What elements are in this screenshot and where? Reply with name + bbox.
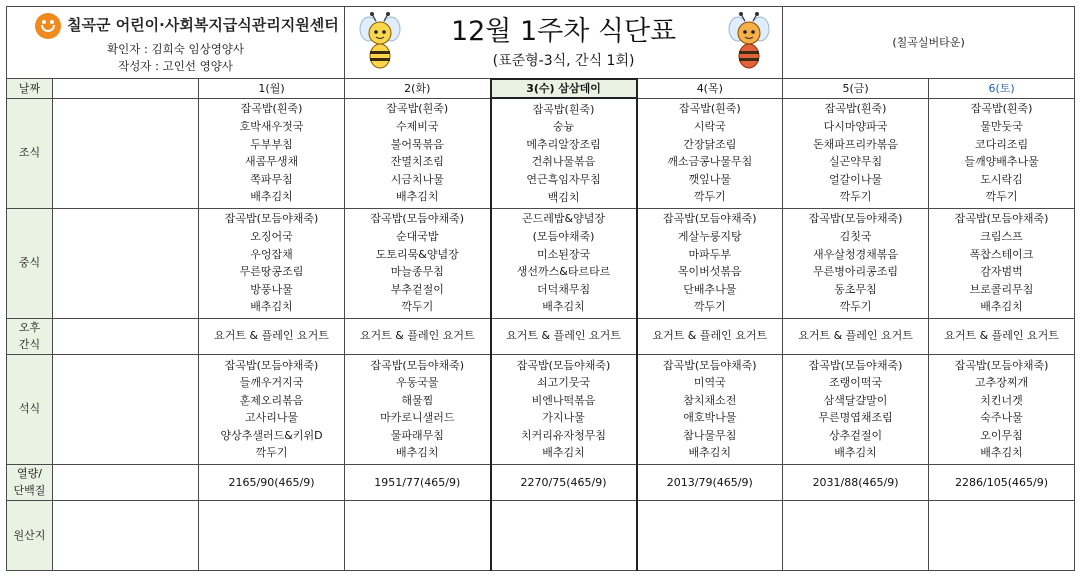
page-subtitle: (표준형-3식, 간식 1회)	[492, 53, 635, 70]
menu-item: 깍두기	[255, 446, 288, 460]
header-place: (칠곡실버타운)	[783, 7, 1075, 79]
calorie-value-today: 2270/75(465/9)	[491, 464, 637, 500]
menu-item: 간장닭조림	[683, 137, 737, 151]
menu-item: 수제비국	[396, 119, 439, 133]
menu-item: 폭찹스테이크	[969, 247, 1034, 261]
menu-item: 브로콜리무침	[969, 282, 1034, 296]
menu-item: 돈채파프리카볶음	[813, 137, 899, 151]
menu-cell	[345, 98, 491, 208]
menu-item: 배추김치	[396, 190, 439, 204]
menu-item: 훈제오리볶음	[239, 393, 304, 407]
menu-item: 크림스프	[980, 229, 1023, 243]
menu-item: 잡곡밥(흰죽)	[532, 102, 595, 116]
bee-mascot-icon	[355, 11, 405, 71]
origin-row	[7, 500, 1075, 570]
menu-cell	[783, 98, 929, 208]
menu-cell	[929, 318, 1075, 354]
calorie-value: 2286/105(465/9)	[929, 464, 1075, 500]
menu-item: 양상추샐러드&키위D	[220, 428, 323, 442]
day-header-row	[7, 79, 1075, 99]
calorie-value: 2013/79(465/9)	[637, 464, 783, 500]
menu-item: 물만둣국	[980, 119, 1023, 133]
menu-item: 부추겉절이	[390, 282, 444, 296]
menu-item: 잡곡밥(모듬야채죽)	[224, 212, 319, 226]
meal-label-lunch: 중식	[7, 208, 53, 318]
menu-item: 배추김치	[542, 300, 585, 314]
menu-item: 치킨너겟	[980, 393, 1023, 407]
meal-label-line: 단백질	[13, 484, 46, 498]
menu-item: 쪽파무침	[250, 172, 293, 186]
menu-item: 백김치	[547, 190, 580, 204]
menu-item: 배추김치	[396, 446, 439, 460]
menu-cell	[929, 354, 1075, 464]
menu-item: 불어묵볶음	[390, 137, 444, 151]
menu-item: 메추리알장조림	[526, 137, 601, 151]
menu-item: 잡곡밥(모듬야채죽)	[663, 358, 757, 372]
menu-item: 상추겉절이	[828, 428, 883, 442]
menu-item: 잡곡밥(모듬야채죽)	[954, 358, 1049, 372]
blank-cell	[53, 500, 199, 570]
menu-cell-today	[491, 98, 637, 208]
calorie-label	[7, 464, 53, 500]
menu-item: 물파래무침	[390, 428, 444, 442]
menu-item: 잡곡밥(모듬야채죽)	[516, 358, 611, 372]
menu-item: 얼갈이나물	[828, 172, 883, 186]
menu-cell	[199, 98, 345, 208]
menu-cell	[345, 208, 491, 318]
breakfast-row	[7, 98, 1075, 208]
menu-item: 게살누룽지탕	[677, 229, 742, 243]
menu-item: 방풍나물	[250, 282, 293, 296]
menu-item: 잡곡밥(흰죽)	[970, 102, 1033, 116]
day-header: 2(화)	[345, 79, 491, 99]
menu-item: 깍두기	[693, 300, 726, 314]
menu-cell	[199, 354, 345, 464]
menu-cell	[929, 98, 1075, 208]
menu-item: 깍두기	[693, 190, 726, 204]
menu-item: 숙주나물	[980, 411, 1023, 425]
menu-cell	[637, 98, 783, 208]
menu-item: 요거트 & 플레인 요거트	[944, 329, 1059, 343]
menu-item: 마늘종무침	[390, 265, 444, 279]
menu-item: 코다리조림	[974, 137, 1029, 151]
menu-item: 치커리유자청무침	[521, 428, 607, 442]
menu-item: 잡곡밥(흰죽)	[678, 102, 741, 116]
blank-cell	[53, 354, 199, 464]
menu-cell	[929, 208, 1075, 318]
menu-item: 순대국밥	[396, 229, 439, 243]
menu-cell	[345, 354, 491, 464]
menu-item: 무른명엽채조림	[818, 411, 893, 425]
menu-item: 호박새우젓국	[239, 119, 304, 133]
menu-item: 배추김치	[250, 190, 293, 204]
origin-label: 원산지	[7, 500, 53, 570]
day-header: 5(금)	[783, 79, 929, 99]
menu-cell	[783, 208, 929, 318]
menu-item: 무른병아리콩조림	[813, 265, 899, 279]
meal-label-line: 오후	[18, 320, 41, 334]
meal-label-line: 간식	[18, 338, 41, 352]
menu-item: 배추김치	[980, 446, 1023, 460]
menu-item: 잡곡밥(모듬야채죽)	[808, 358, 903, 372]
menu-item: 요거트 & 플레인 요거트	[359, 329, 475, 343]
confirmer-text: 확인자 : 김희숙 임상영양사	[106, 42, 245, 56]
menu-item: 배추김치	[542, 446, 585, 460]
menu-item: 잡곡밥(모듬야채죽)	[224, 358, 319, 372]
menu-item: 생선까스&타르타르	[516, 265, 611, 279]
menu-cell	[637, 354, 783, 464]
origin-cell-today	[491, 500, 637, 570]
menu-item: 연근흑임자무침	[526, 172, 601, 186]
menu-item: 우동국물	[396, 376, 439, 390]
menu-item: 고추장찌개	[974, 376, 1029, 390]
menu-item: 오징어국	[250, 229, 293, 243]
blank-cell	[53, 318, 199, 354]
menu-item: 참치채소전	[683, 393, 737, 407]
menu-item: 미소된장국	[536, 247, 591, 261]
smile-logo-icon	[35, 13, 61, 39]
menu-item: 깍두기	[401, 300, 434, 314]
origin-cell	[783, 500, 929, 570]
menu-item: 깨소금콩나물무침	[667, 155, 753, 169]
menu-item: 들깨우거지국	[239, 376, 304, 390]
menu-item: 깍두기	[839, 190, 872, 204]
menu-item: 도토리묵&양념장	[375, 247, 459, 261]
menu-item: 동초무침	[834, 282, 877, 296]
menu-item: 배추김치	[834, 446, 877, 460]
org-banner	[7, 11, 344, 41]
menu-item: 요거트 & 플레인 요거트	[652, 329, 768, 343]
menu-item: 오이무침	[980, 428, 1023, 442]
day-header: 1(월)	[199, 79, 345, 99]
menu-cell	[783, 354, 929, 464]
menu-item: (모듬야채죽)	[532, 229, 595, 243]
menu-item: 시락국	[693, 119, 726, 133]
header-title-cell	[345, 7, 783, 79]
lunch-row	[7, 208, 1075, 318]
menu-item: 애호박나물	[683, 411, 737, 425]
menu-item: 참나물무침	[683, 428, 737, 442]
menu-item: 해물찜	[401, 393, 434, 407]
origin-cell	[345, 500, 491, 570]
menu-item: 요거트 & 플레인 요거트	[798, 329, 913, 343]
menu-item: 두부부침	[250, 137, 293, 151]
menu-item: 새우살청경채볶음	[813, 247, 899, 261]
meal-label-dinner: 석식	[7, 354, 53, 464]
menu-item: 비엔나떡볶음	[531, 393, 596, 407]
menu-item: 요거트 & 플레인 요거트	[506, 329, 621, 343]
menu-item: 건취나물볶음	[531, 155, 596, 169]
menu-item: 잡곡밥(흰죽)	[386, 102, 449, 116]
menu-cell	[345, 318, 491, 354]
menu-item: 김칫국	[839, 229, 872, 243]
menu-item: 깍두기	[839, 300, 872, 314]
day-header-saturday	[929, 79, 1075, 99]
snack-row	[7, 318, 1075, 354]
menu-cell-today	[491, 318, 637, 354]
menu-cell	[637, 208, 783, 318]
menu-item: 미역국	[693, 376, 726, 390]
meal-label-snack	[7, 318, 53, 354]
menu-item: 잡곡밥(모듬야채죽)	[808, 212, 903, 226]
menu-item: 가지나물	[542, 411, 585, 425]
menu-item: 무른땅콩조림	[239, 265, 304, 279]
page-title: 12월 1주차 식단표	[450, 16, 677, 48]
meal-label-breakfast: 조식	[7, 98, 53, 208]
menu-item: 더덕채무침	[536, 282, 591, 296]
menu-item: 잡곡밥(모듬야채죽)	[370, 212, 465, 226]
header-org-cell	[7, 7, 345, 79]
date-label: 날짜	[7, 79, 53, 99]
org-name: 칠곡군 어린이·사회복지급식관리지원센터	[67, 16, 339, 35]
menu-item: 다시마양파국	[823, 119, 888, 133]
menu-item: 깻잎나물	[688, 172, 732, 186]
menu-item: 우엉잡채	[250, 247, 293, 261]
origin-cell	[929, 500, 1075, 570]
calorie-value: 1951/77(465/9)	[345, 464, 491, 500]
menu-cell-today	[491, 208, 637, 318]
saturday-label: 6(토)	[988, 81, 1015, 95]
menu-item: 배추김치	[688, 446, 732, 460]
menu-item: 잡곡밥(흰죽)	[240, 102, 303, 116]
menu-item: 고사리나물	[244, 411, 299, 425]
menu-item: 배추김치	[250, 300, 293, 314]
menu-cell-today	[491, 354, 637, 464]
menu-cell	[199, 208, 345, 318]
blank-header-cell	[53, 79, 199, 99]
menu-item: 삼색달걀말이	[823, 393, 888, 407]
menu-cell	[199, 318, 345, 354]
menu-item: 마카로니샐러드	[380, 411, 455, 425]
meal-label-line: 열량/	[17, 466, 42, 480]
menu-item: 마파두부	[688, 247, 732, 261]
menu-item: 숭늉	[552, 120, 575, 134]
menu-item: 깍두기	[985, 190, 1018, 204]
menu-item: 잔멸치조림	[390, 155, 444, 169]
weekly-menu-table	[6, 6, 1075, 571]
blank-cell	[53, 208, 199, 318]
origin-cell	[199, 500, 345, 570]
menu-item: 실곤약무침	[828, 155, 883, 169]
blank-cell	[53, 464, 199, 500]
dinner-row	[7, 354, 1075, 464]
menu-item: 단배추나물	[683, 282, 737, 296]
menu-item: 도시락김	[980, 172, 1023, 186]
menu-item: 조랭이떡국	[828, 376, 883, 390]
calorie-value: 2031/88(465/9)	[783, 464, 929, 500]
menu-item: 시금치나물	[390, 172, 444, 186]
menu-item: 목이버섯볶음	[677, 265, 742, 279]
day-header: 4(목)	[637, 79, 783, 99]
menu-item: 배추김치	[980, 300, 1023, 314]
origin-cell	[637, 500, 783, 570]
calorie-value: 2165/90(465/9)	[199, 464, 345, 500]
menu-item: 새콤무생채	[244, 155, 299, 169]
day-header-today: 3(수) 삼삼데이	[491, 79, 637, 99]
menu-item: 감자범벅	[980, 265, 1023, 279]
menu-item: 잡곡밥(모듬야채죽)	[954, 212, 1049, 226]
blank-cell	[53, 98, 199, 208]
menu-cell	[783, 318, 929, 354]
menu-item: 요거트 & 플레인 요거트	[214, 329, 329, 343]
menu-cell	[637, 318, 783, 354]
calorie-row	[7, 464, 1075, 500]
author-text: 작성자 : 고인선 영양사	[118, 59, 233, 73]
menu-item: 잡곡밥(흰죽)	[824, 102, 887, 116]
menu-item: 잡곡밥(모듬야채죽)	[663, 212, 757, 226]
menu-item: 잡곡밥(모듬야채죽)	[370, 358, 465, 372]
menu-item: 곤드레밥&양념장	[522, 212, 606, 226]
menu-item: 들깨양배추나물	[964, 155, 1039, 169]
bee-mascot-icon	[724, 11, 774, 71]
menu-item: 쇠고기뭇국	[536, 376, 591, 390]
